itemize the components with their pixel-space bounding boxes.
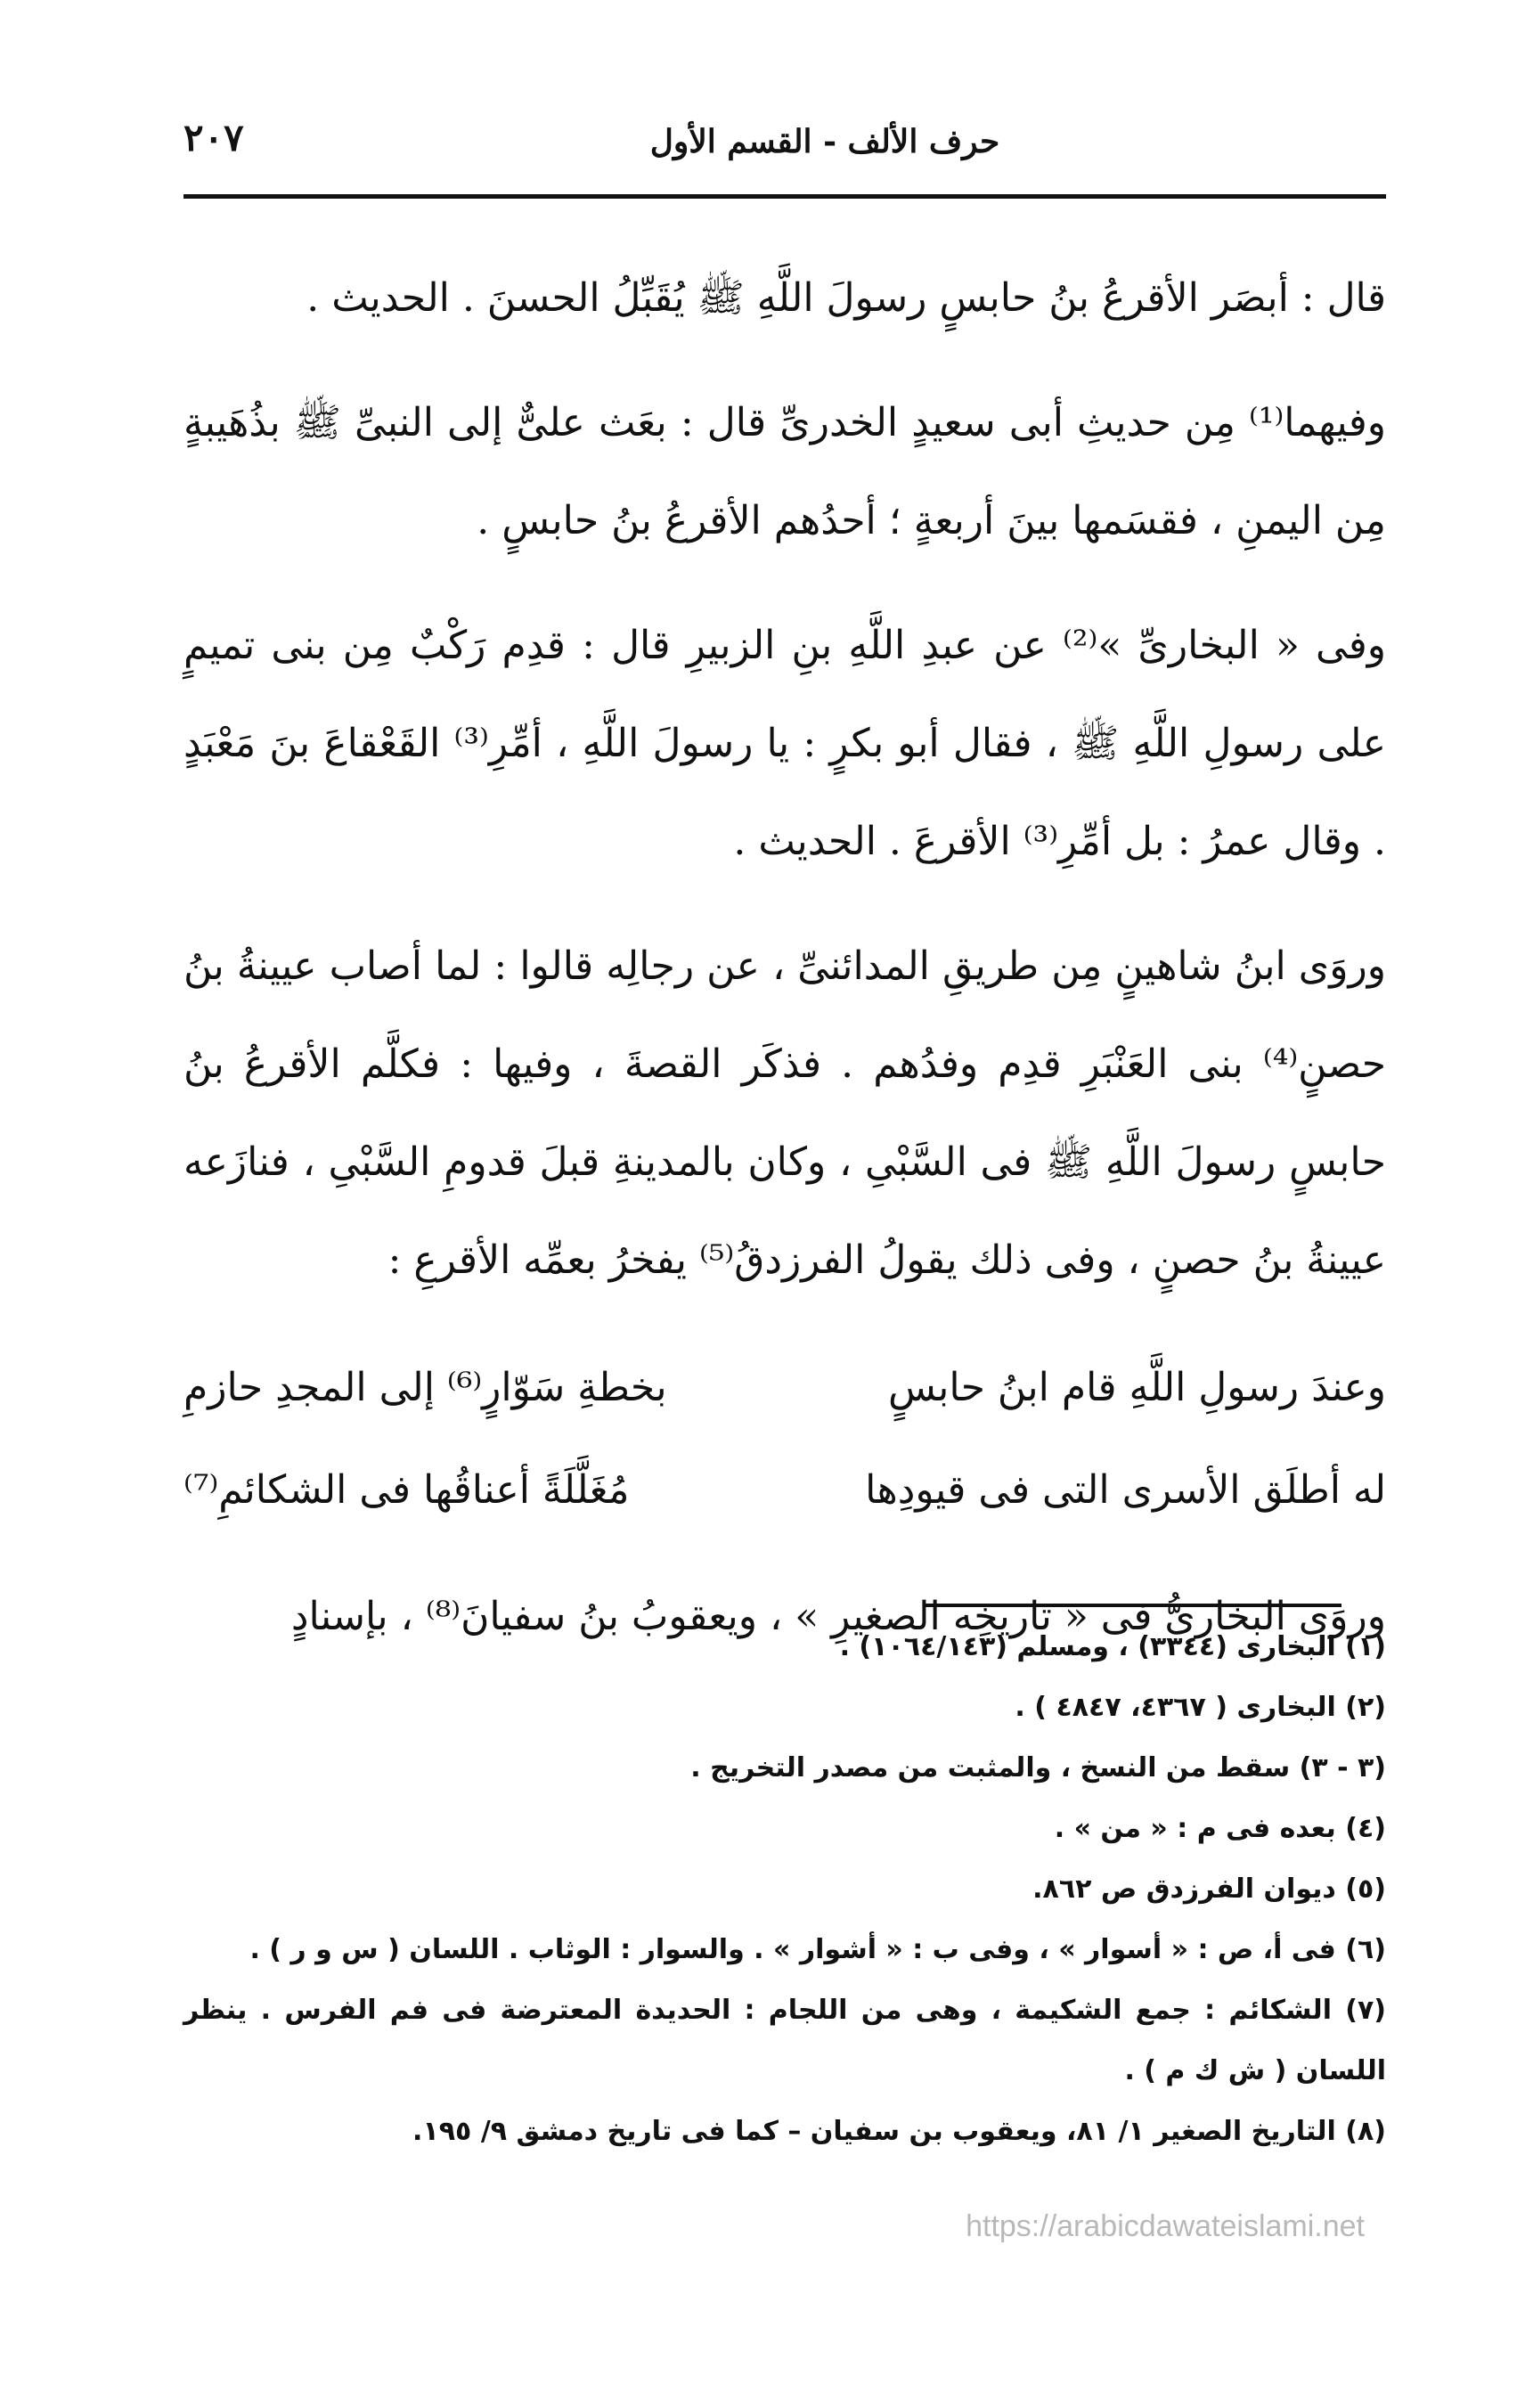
- footnotes: [183, 1617, 1386, 2162]
- poem-hemistich-first: له أطلَق الأسرى التى فى قيودِها: [865, 1467, 1386, 1513]
- poem-hemistich-second: مُغَلَّلَةً أعناقُها فى الشكائمِ⁽⁷⁾: [183, 1467, 630, 1513]
- footnote: (٨) التاريخ الصغير ١/ ٨١، ويعقوب بن سفيان – كما فى تاريخ دمشق ٩/ ١٩٥.: [412, 2116, 1386, 2147]
- poem-hemistich-second: بخطةِ سَوّارٍ⁽⁶⁾ إلى المجدِ حازمِ: [183, 1365, 667, 1410]
- paragraph: [183, 597, 1386, 891]
- paragraph: [183, 918, 1386, 1310]
- running-title: حرف الألف - القسم الأول: [649, 123, 1000, 160]
- footnote: (٤) بعده فى م : « من » .: [1054, 1813, 1386, 1844]
- paragraph: [183, 249, 1386, 347]
- watermark-url: https://arabicdawateislami.net: [966, 2209, 1365, 2243]
- paragraph-text: وفيهما⁽¹⁾ مِن حديثِ أبى سعيدٍ الخدرىِّ قال : بعَث علىٌّ إلى النبىِّ ﷺ بذُهَيبةٍ مِن اليمنِ ، فقسَمها بينَ أربعةٍ ؛ أحدُهم الأقرعُ بنُ حابسٍ .: [183, 400, 1386, 543]
- footnote: (١) البخارى (٣٣٤٤) ، ومسلم (١٠٦٤/١٤٣) .: [839, 1631, 1386, 1662]
- footnote: (٣ - ٣) سقط من النسخ ، والمثبت من مصدر التخريج .: [690, 1752, 1386, 1784]
- footnote: (٧) الشكائم : جمع الشكيمة ، وهى من اللجام : الحديدة المعترضة فى فم الفرس . ينظر اللسان ( ش ك م ) .: [183, 1995, 1386, 2086]
- footnote-separator: [923, 1604, 1342, 1607]
- poem-verse: [183, 1439, 1386, 1541]
- poem-hemistich-first: وعندَ رسولِ اللَّهِ قام ابنُ حابسٍ: [887, 1365, 1386, 1410]
- poem-verse: [183, 1336, 1386, 1439]
- paragraph-text: وروَى البخارىُّ فى « تاريخِه الصغيرِ » ، ويعقوبُ بنُ سفيانَ⁽⁸⁾ ، بإسنادٍ: [290, 1594, 1386, 1639]
- footnote: (٢) البخارى ( ٤٣٦٧، ٤٨٤٧ ) .: [1015, 1692, 1386, 1723]
- paragraph-text: قال : أبصَر الأقرعُ بنُ حابسٍ رسولَ اللَّهِ ﷺ يُقَبِّلُ الحسنَ . الحديث .: [306, 275, 1386, 321]
- page-header: [183, 107, 1386, 178]
- main-text: [183, 249, 1386, 1693]
- paragraph: [183, 374, 1386, 570]
- poem: [183, 1336, 1386, 1541]
- page-number: ٢٠٧: [183, 116, 244, 159]
- footnote: (٥) ديوان الفرزدق ص ٨٦٢.: [1032, 1873, 1386, 1905]
- paragraph-text: وروَى ابنُ شاهينٍ مِن طريقِ المدائنىِّ ، عن رجالِه قالوا : لما أصاب عيينةُ بنُ حصنٍ⁽⁴⁾ بنى العَنْبَرِ قدِم وفدُهم . فذكَر القصةَ ، وفيها : فكلَّم الأقرعُ بنُ حابسٍ رسولَ اللَّهِ ﷺ فى السَّبْىِ ، وكان بالمدينةِ قبلَ قدومِ السَّبْىِ ، فنازَعه عيينةُ بنُ حصنٍ ، وفى ذلك يقولُ الفرزدقُ⁽⁵⁾ يفخرُ بعمِّه الأقرعِ :: [183, 943, 1386, 1283]
- header-rule: [183, 194, 1386, 199]
- footnote: (٦) فى أ، ص : « أسوار » ، وفى ب : « أشوار » . والسوار : الوثاب . اللسان ( س و ر ) .: [249, 1934, 1386, 1965]
- paragraph-text: وفى « البخارىِّ »⁽²⁾ عن عبدِ اللَّهِ بنِ الزبيرِ قال : قدِم رَكْبٌ مِن بنى تميمٍ على رسولِ اللَّهِ ﷺ ، فقال أبو بكرٍ : يا رسولَ اللَّهِ ، أمِّرِ⁽³⁾ القَعْقاعَ بنَ مَعْبَدٍ . وقال عمرُ : بل أمِّرِ⁽³⁾ الأقرعَ . الحديث .: [183, 623, 1387, 864]
